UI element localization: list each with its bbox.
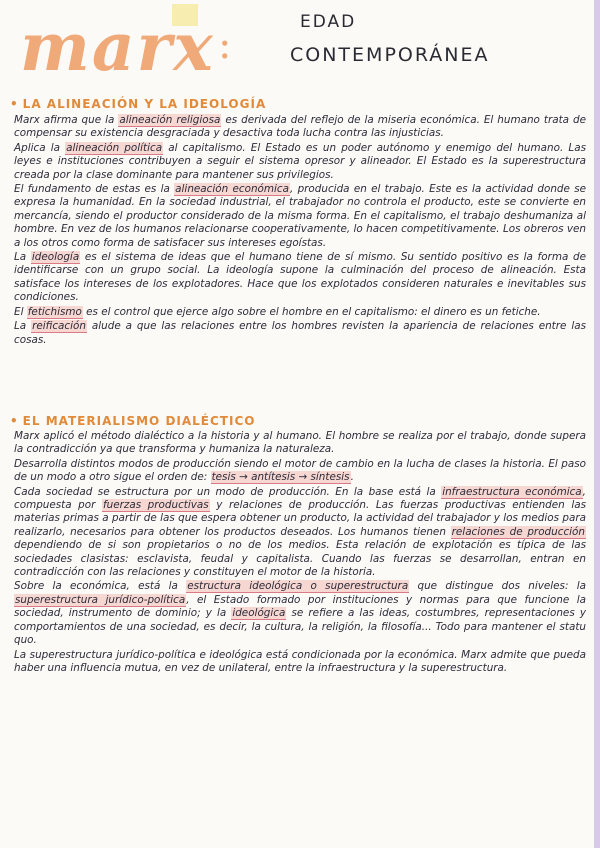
text-run: y relaciones de producción. Las fuerzas productivas entienden las materias primas a partir de las que espera obtener un producto, la actividad del trabajador y los medios para realizarlo, necesarios para obtener los productos deseados. Los humanos tienen [14, 499, 586, 538]
text-run: Desarrolla distintos modos de producción siendo el motor de cambio en la lucha de clases la historia. El paso de un modo a otro sigue el orden de: [14, 457, 586, 484]
text-run: El [14, 305, 27, 318]
highlighted-term: alineación religiosa [119, 114, 221, 126]
page-subtitle-line1: EDAD [300, 12, 357, 32]
paragraph [14, 430, 586, 457]
paragraph [14, 649, 586, 676]
text-run: Marx aplicó el método dialéctico a la historia y al humano. El hombre se realiza por el trabajo, donde supera la contradicción ya que transforma y humaniza la naturaleza. [14, 430, 586, 456]
section-title-materialism: • EL MATERIALISMO DIALÉCTICO [10, 414, 256, 428]
highlighted-term: ideológica [232, 607, 286, 620]
highlighted-term: estructura ideológica o superestructura [187, 580, 409, 593]
paragraph [14, 306, 586, 319]
text-run: se refiere a las ideas, costumbres, representaciones y comportamientos de una sociedad, es decir, la cultura, la religión, la filosofía... Todo para mantener el statu quo. [14, 607, 586, 647]
paragraph [14, 458, 586, 485]
bullet-icon: • [10, 97, 19, 111]
highlighted-term: alineación económica [175, 183, 289, 196]
text-run: es el control que ejerce algo sobre el hombre en el capitalismo: el dinero es un fetiche. [82, 305, 541, 318]
highlighted-term: ideología [31, 251, 80, 264]
text-run: Marx afirma que la [14, 114, 119, 126]
highlighted-term: superestructura jurídico-política [15, 593, 186, 606]
text-run: . [350, 471, 354, 484]
paragraph [14, 183, 586, 250]
highlighted-term: infraestructura económica [442, 485, 582, 498]
highlighted-term: alineación política [66, 141, 163, 154]
paragraph [14, 486, 586, 580]
paragraph [14, 142, 586, 182]
section-body-alienation [14, 114, 586, 348]
text-run: es derivada del reflejo de la miseria económica. El humano trata de compensar su existencia desgraciada y desactiva toda lucha contra las injusticias. [14, 114, 586, 140]
highlighted-term: fuerzas productivas [102, 499, 209, 512]
text-run: Cada sociedad se estructura por un modo de producción. En la base está la [14, 485, 442, 498]
paragraph [14, 320, 586, 347]
text-run: La superestructura jurídico-política e ideológica está condicionada por la económica. Marx admite que pueda haber una influencia mutua, en vez de unilateral, entre la infraestructura y la superestructura. [14, 648, 586, 674]
paragraph [14, 580, 586, 647]
text-run: alude a que las relaciones entre los hombres revisten la apariencia de relaciones entre las cosas. [14, 320, 586, 346]
title-colon: : [218, 22, 232, 68]
text-run: Aplica la [14, 141, 66, 154]
section-body-materialism [14, 430, 586, 676]
text-run: dependiendo de si son propietarios o no de los medios. Esta relación de explotación es típica de las sociedades clasistas: esclavista, feudal y capitalista. Cuando las fuerzas se desarrollan, entran en contradicción con las relaciones y constituyen el motor de la historia. [14, 539, 586, 579]
text-run: es el sistema de ideas que el humano tiene de sí mismo. Su sentido positivo es la forma de identificarse con un grupo social. La ideología supone la culminación del proceso de alineación. Esta satisface los intereses de los explotadores. Hace que los explotados consideren naturales e inevitables sus condiciones. [14, 251, 587, 304]
highlighted-term: fetichismo [27, 305, 82, 318]
text-run: , el Estado formado por instituciones y normas para que funcione la sociedad, instrumento de dominio; y la [14, 593, 586, 620]
paragraph [14, 251, 586, 305]
text-run: al capitalismo. El Estado es un poder autónomo y enemigo del humano. Las leyes e instituciones contribuyen a seguir el sistema opresor y alineador. El Estado es la superestructura creada por la clase dominante para mantener sus privilegios. [14, 141, 586, 181]
highlighted-term: reificación [32, 320, 86, 333]
text-run: , producida en el trabajo. Este es la actividad donde se expresa la humanidad. En la sociedad industrial, el trabajador no controla el producto, este se convierte en mercancía, siendo el productor considerado de la misma forma. En el capitalismo, el trabajo deshumaniza al hombre. En vez de los humanos relacionarse cooperativamente, lo hacen competitivamente. Los obreros ven a los otros como forma de satisfacer sus intereses egoístas. [14, 183, 587, 249]
text-run: El fundamento de estas es la [14, 183, 175, 196]
section-title-alienation: • LA ALINEACIÓN Y LA IDEOLOGÍA [10, 97, 267, 111]
highlighted-term: tesis → antítesis → síntesis [211, 471, 350, 484]
paragraph [14, 114, 586, 141]
bullet-icon: • [10, 414, 19, 428]
text-run: Sobre la económica, está la [14, 580, 187, 593]
text-run: La [14, 251, 31, 264]
text-run: La [14, 320, 32, 333]
page-subtitle-line2: CONTEMPORÁNEA [290, 44, 490, 66]
text-run: que distingue dos niveles: la [409, 580, 587, 593]
text-run: , compuesta por [14, 485, 586, 512]
page-title: marx [20, 8, 215, 86]
highlighted-term: relaciones de producción [451, 525, 585, 538]
